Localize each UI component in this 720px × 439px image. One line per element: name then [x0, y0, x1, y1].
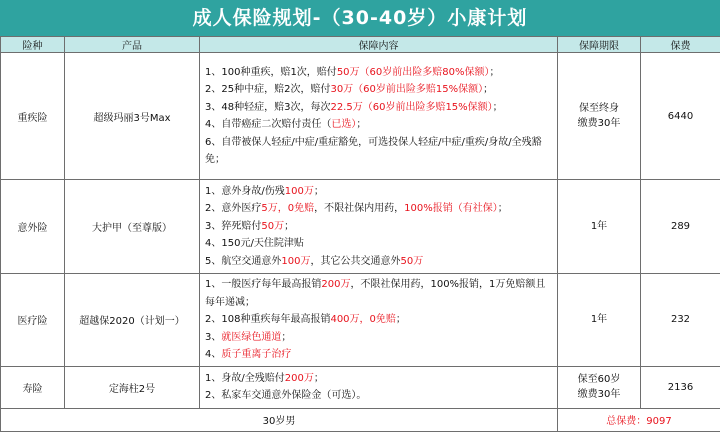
coverage-text: ； [492, 101, 503, 113]
highlight-text: 100万 [281, 255, 311, 267]
cell-product: 超越保2020（计划一） [65, 274, 200, 367]
table-row [1, 180, 720, 274]
coverage-text: ； [356, 119, 367, 130]
coverage-item [205, 99, 553, 117]
coverage-item [205, 370, 553, 388]
page-title: 成人保险规划-（30-40岁）小康计划 [0, 0, 720, 36]
coverage-item [205, 329, 553, 347]
highlight-text: 5万，0免赔 [261, 203, 315, 215]
highlight-text: 100万 [284, 185, 314, 197]
coverage-item [205, 116, 553, 134]
highlight-text: 100%报销（有社保） [404, 203, 498, 215]
coverage-text: 2、意外医疗 [205, 203, 262, 215]
cell-premium: 289 [641, 180, 720, 274]
cell-coverage [200, 180, 558, 274]
cell-type: 意外险 [1, 180, 65, 274]
term-line: 1年 [590, 221, 608, 232]
coverage-text: 1、一般医疗每年最高报销 [205, 279, 322, 290]
coverage-text: 1、意外身故/伤残 [205, 185, 285, 197]
cell-term [558, 53, 641, 180]
cell-coverage [200, 53, 558, 180]
cell-premium: 2136 [641, 366, 720, 408]
coverage-text: 2、25种中症，赔2次，赔付 [205, 84, 331, 95]
coverage-text: 2、108种重疾每年最高报销 [205, 314, 331, 325]
cell-type: 寿险 [1, 366, 65, 408]
highlight-text: 50万 [400, 255, 424, 267]
header-premium: 保费 [641, 37, 720, 53]
coverage-item [205, 200, 553, 218]
term-line: 保至60岁 [577, 374, 621, 385]
coverage-text: 4、 [205, 349, 222, 360]
highlight-text: 22.5万（60岁前出险多赔15%保额） [330, 101, 493, 113]
coverage-item [205, 218, 553, 236]
coverage-item [205, 387, 553, 405]
coverage-text: ； [483, 84, 494, 95]
coverage-text: 3、猝死赔付 [205, 220, 262, 232]
coverage-text: ； [497, 203, 508, 215]
coverage-text: 5、航空交通意外 [205, 255, 282, 267]
coverage-text: ，不限社保用药，100%报销，1万免赔额且每年递减； [205, 279, 546, 308]
term-line: 保至终身 [579, 103, 619, 114]
header-product: 产品 [65, 37, 200, 53]
term-line: 缴费30年 [577, 389, 621, 400]
coverage-text: ，其它公共交通意外 [310, 255, 401, 267]
cell-term [558, 366, 641, 408]
cell-premium: 232 [641, 274, 720, 367]
highlight-text: 200万 [321, 279, 351, 290]
coverage-text: 4、自带癌症二次赔付责任（ [205, 119, 332, 130]
cell-product: 大护甲（至尊版） [65, 180, 200, 274]
coverage-item [205, 311, 553, 329]
cell-term [558, 180, 641, 274]
table-row [1, 366, 720, 408]
highlight-text: 50万（60岁前出险多赔80%保额） [336, 66, 490, 78]
coverage-text: ； [281, 331, 292, 343]
coverage-text: 6、自带被保人轻症/中症/重症豁免，可选投保人轻症/中症/重疾/身故/全残豁免； [205, 136, 542, 165]
cell-type: 重疾险 [1, 53, 65, 180]
coverage-item [205, 134, 553, 169]
coverage-text: 1、身故/全残赔付 [205, 372, 285, 384]
cell-product: 超级玛丽3号Max [65, 53, 200, 180]
coverage-item [205, 64, 553, 82]
coverage-item [205, 235, 553, 253]
coverage-item [205, 346, 553, 364]
insurance-table [0, 36, 720, 432]
coverage-item [205, 183, 553, 201]
table-row [1, 274, 720, 367]
header-type: 险种 [1, 37, 65, 53]
highlight-text: 400万，0免赔 [330, 314, 396, 325]
highlight-text: 就医绿色通道 [221, 331, 282, 343]
coverage-text: ，不限社保内用药， [314, 203, 405, 215]
highlight-text: 30万（60岁前出险多赔15%保额） [330, 84, 484, 95]
cell-type: 医疗险 [1, 274, 65, 367]
coverage-text: ； [395, 314, 406, 325]
coverage-text: 2、私家车交通意外保险金（可选）。 [205, 390, 367, 401]
term-line: 1年 [590, 314, 608, 326]
cell-product: 定海柱2号 [65, 366, 200, 408]
cell-coverage [200, 366, 558, 408]
footer-row [1, 408, 720, 431]
coverage-text: ； [284, 220, 295, 232]
coverage-text: 4、150元/天住院津贴 [205, 238, 304, 250]
term-line: 缴费30年 [577, 118, 621, 129]
coverage-text: ； [489, 66, 500, 78]
coverage-text: 1、100种重疾，赔1次，赔付 [205, 66, 337, 78]
coverage-text: 3、 [205, 331, 222, 343]
highlight-text: 已选） [331, 119, 357, 130]
coverage-text: ； [313, 185, 324, 197]
coverage-text: 3、48种轻症，赔3次，每次 [205, 101, 331, 113]
highlight-text: 50万 [261, 220, 285, 232]
table-header-row [1, 37, 720, 53]
coverage-item [205, 253, 553, 271]
cell-term [558, 274, 641, 367]
coverage-text: ； [313, 372, 324, 384]
total-premium: 总保费：9097 [558, 408, 720, 431]
header-coverage: 保障内容 [200, 37, 558, 53]
highlight-text: 200万 [284, 372, 314, 384]
coverage-item [205, 81, 553, 99]
header-term: 保障期限 [558, 37, 641, 53]
highlight-text: 质子重离子治疗 [221, 349, 292, 360]
insured-label: 30岁男 [1, 408, 558, 431]
table-row [1, 53, 720, 180]
cell-coverage [200, 274, 558, 367]
cell-premium: 6440 [641, 53, 720, 180]
coverage-item [205, 276, 553, 311]
table-body [1, 53, 720, 409]
